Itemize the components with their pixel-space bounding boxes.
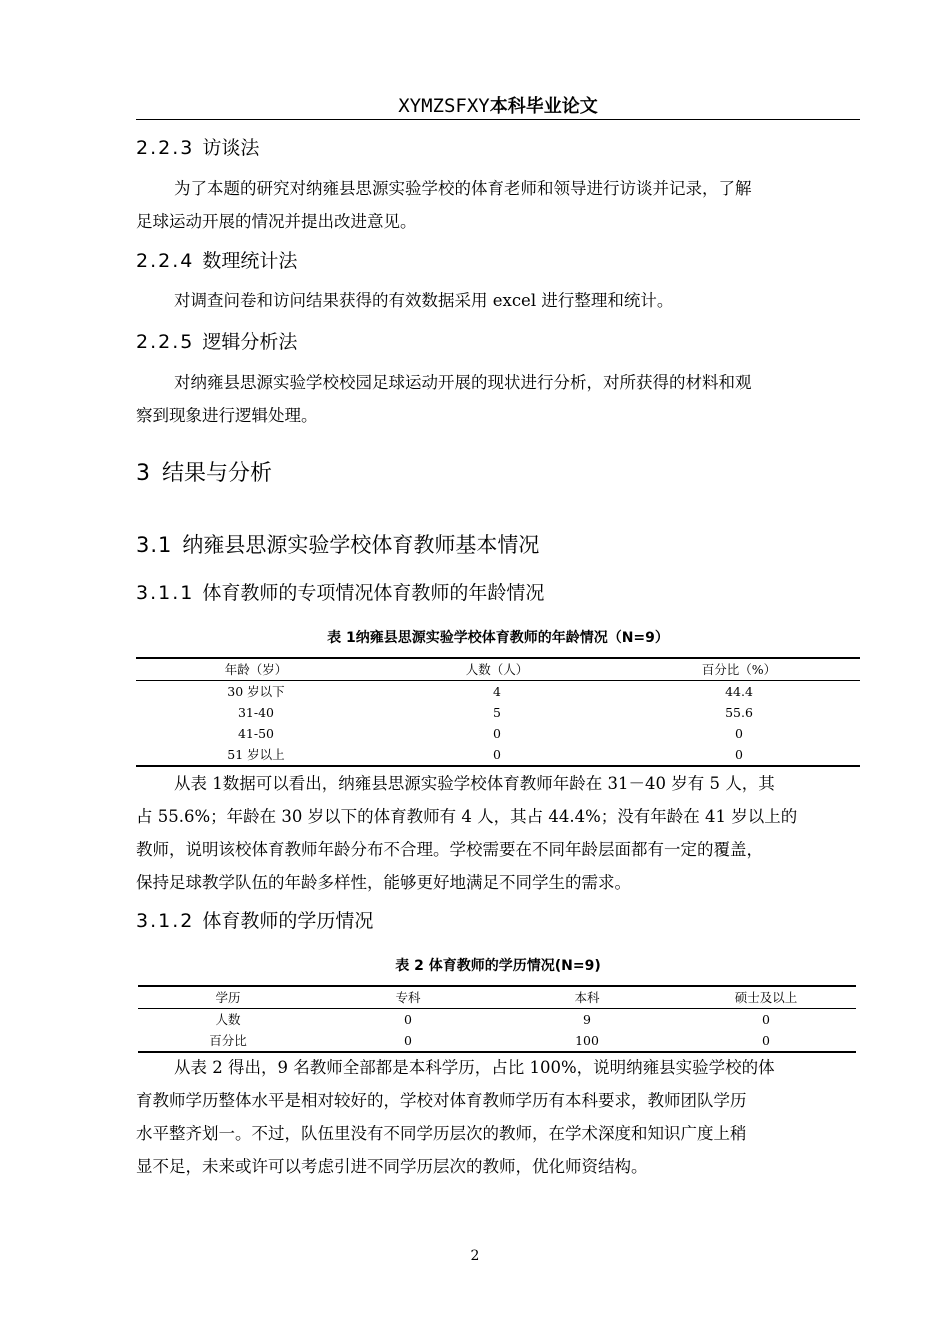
paragraph-line: 足球运动开展的情况并提出改进意见。 [136, 212, 417, 231]
heading-number: 3 [136, 461, 150, 486]
heading-title: 逻辑分析法 [202, 331, 298, 353]
paragraph-line: 对调查问卷和访问结果获得的有效数据采用 excel 进行整理和统计。 [174, 291, 674, 310]
paragraph-line: 从表 2 得出，9 名教师全部都是本科学历，占比 100%，说明纳雍县实验学校的体 [174, 1058, 775, 1077]
table-header-cell: 硕士及以上 [676, 986, 856, 1009]
heading-number: 3.1.1 [136, 582, 195, 604]
heading-3-1 [136, 531, 539, 559]
table-cell: 9 [583, 1012, 591, 1027]
table-header-cell: 专科 [318, 986, 498, 1009]
table-cell: 0 [404, 1033, 412, 1048]
table-row [136, 744, 860, 766]
table-cell: 0 [735, 726, 743, 741]
paragraph-line: 保持足球教学队伍的年龄多样性，能够更好地满足不同学生的需求。 [136, 873, 631, 892]
table-cell: 30 岁以下 [227, 684, 285, 699]
table-cell: 0 [735, 747, 743, 762]
table-cell: 人数 [215, 1012, 241, 1027]
paragraph-line: 教师，说明该校体育教师年龄分布不合理。学校需要在不同年龄层面都有一定的覆盖， [136, 840, 763, 859]
paragraph-line: 占 55.6%；年龄在 30 岁以下的体育教师有 4 人，其占 44.4%；没有年龄在 41 岁以上的 [136, 807, 798, 826]
table-header-cell: 百分比（%） [618, 658, 860, 681]
paragraph-line: 育教师学历整体水平是相对较好的，学校对体育教师学历有本科要求，教师团队学历 [136, 1091, 747, 1110]
table-row [138, 1030, 856, 1052]
heading-number: 2.2.3 [136, 137, 195, 159]
table-cell: 5 [493, 705, 501, 720]
table-cell: 0 [493, 747, 501, 762]
table-header-row [138, 986, 856, 1009]
paragraph-table1-analysis [136, 767, 860, 899]
page-header [136, 94, 860, 119]
table-row [136, 702, 860, 723]
heading-number: 2.2.4 [136, 250, 195, 272]
table-cell: 4 [493, 684, 501, 699]
heading-number: 3.1 [136, 533, 173, 557]
table-header-cell: 人数（人） [376, 658, 618, 681]
paragraph-line: 显不足，未来或许可以考虑引进不同学历层次的教师，优化师资结构。 [136, 1157, 648, 1176]
table-header-cell: 学历 [138, 986, 318, 1009]
heading-title: 访谈法 [202, 137, 260, 159]
table-header-row [136, 658, 860, 681]
paragraph-line: 察到现象进行逻辑处理。 [136, 406, 318, 425]
heading-3-1-1 [136, 580, 544, 606]
table-row [136, 681, 860, 703]
table-header-cell: 本科 [498, 986, 676, 1009]
heading-title: 体育教师的专项情况体育教师的年龄情况 [202, 582, 545, 604]
header-code: XYMZSFXY [398, 95, 490, 117]
heading-number: 2.2.5 [136, 331, 195, 353]
table-cell: 0 [762, 1012, 770, 1027]
heading-2-2-3 [136, 135, 259, 161]
table-cell: 44.4 [725, 684, 753, 699]
table-cell: 55.6 [725, 705, 753, 720]
heading-title: 纳雍县思源实验学校体育教师基本情况 [182, 533, 540, 557]
paragraph-line: 对纳雍县思源实验学校校园足球运动开展的现状进行分析，对所获得的材料和观 [174, 373, 752, 392]
table-cell: 100 [575, 1033, 599, 1048]
table2-caption: 表 2 体育教师的学历情况(N=9) [395, 958, 601, 974]
page-number: 2 [470, 1248, 480, 1264]
table-header-cell: 年龄（岁） [136, 658, 376, 681]
table-cell: 31-40 [237, 705, 275, 720]
table-cell: 0 [762, 1033, 770, 1048]
table-cell: 0 [493, 726, 501, 741]
paragraph-table2-analysis [136, 1051, 860, 1183]
heading-2-2-4 [136, 248, 297, 274]
header-rule [136, 119, 860, 120]
heading-2-2-5 [136, 329, 297, 355]
heading-number: 3.1.2 [136, 910, 195, 932]
heading-3-1-2 [136, 908, 373, 934]
heading-title: 数理统计法 [202, 250, 298, 272]
table-row [138, 1009, 856, 1031]
table-education [138, 985, 856, 1053]
paragraph-logic [136, 366, 860, 432]
table-cell: 51 岁以上 [227, 747, 285, 762]
paragraph-statistics [136, 284, 860, 317]
table1-caption: 表 1纳雍县思源实验学校体育教师的年龄情况（N=9） [327, 630, 669, 646]
table-cell: 0 [404, 1012, 412, 1027]
paragraph-line: 从表 1数据可以看出，纳雍县思源实验学校体育教师年龄在 31－40 岁有 5 人，其 [174, 774, 775, 793]
heading-3 [136, 459, 272, 489]
paragraph-line: 为了本题的研究对纳雍县思源实验学校的体育老师和领导进行访谈并记录，了解 [174, 179, 752, 198]
table-cell: 百分比 [209, 1033, 247, 1048]
paragraph-interview [136, 172, 860, 238]
table-cell: 41-50 [237, 726, 275, 741]
header-title: 本科毕业论文 [489, 96, 598, 117]
heading-title: 结果与分析 [162, 461, 273, 486]
table-age [136, 657, 860, 767]
table-row [136, 723, 860, 744]
paragraph-line: 水平整齐划一。不过，队伍里没有不同学历层次的教师，在学术深度和知识广度上稍 [136, 1124, 747, 1143]
heading-title: 体育教师的学历情况 [202, 910, 374, 932]
